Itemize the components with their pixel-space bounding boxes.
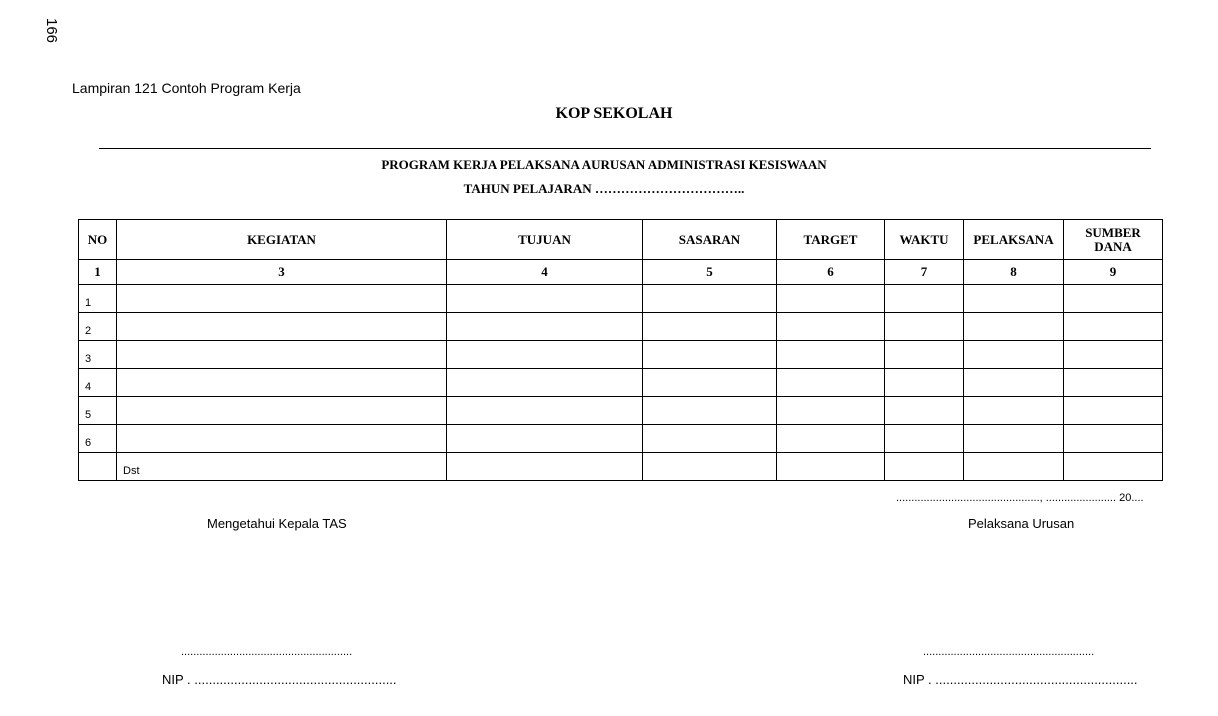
table-cell bbox=[643, 425, 777, 453]
table-cell bbox=[1064, 425, 1163, 453]
table-cell bbox=[885, 425, 964, 453]
column-header: SASARAN bbox=[643, 220, 777, 260]
table-cell bbox=[885, 285, 964, 313]
table-cell bbox=[777, 313, 885, 341]
divider bbox=[99, 148, 1151, 149]
table-cell: 5 bbox=[79, 397, 117, 425]
column-number: 8 bbox=[964, 260, 1064, 285]
table-cell bbox=[447, 397, 643, 425]
table-cell bbox=[885, 453, 964, 481]
table-cell bbox=[117, 425, 447, 453]
appendix-title: Lampiran 121 Contoh Program Kerja bbox=[72, 80, 301, 96]
table-cell bbox=[447, 369, 643, 397]
left-name-line: ........................................................ bbox=[181, 646, 353, 658]
table-cell bbox=[964, 341, 1064, 369]
table-row bbox=[79, 425, 1163, 453]
table-cell: Dst bbox=[117, 453, 447, 481]
table-cell bbox=[1064, 313, 1163, 341]
table-cell: 4 bbox=[79, 369, 117, 397]
table-cell bbox=[117, 285, 447, 313]
table-cell bbox=[643, 453, 777, 481]
column-number: 1 bbox=[79, 260, 117, 285]
column-number: 4 bbox=[447, 260, 643, 285]
column-header: TUJUAN bbox=[447, 220, 643, 260]
table-cell: 3 bbox=[79, 341, 117, 369]
table-cell bbox=[447, 313, 643, 341]
table-cell bbox=[117, 313, 447, 341]
table-cell: 2 bbox=[79, 313, 117, 341]
table-row bbox=[79, 453, 1163, 481]
column-header: KEGIATAN bbox=[117, 220, 447, 260]
table-cell bbox=[1064, 369, 1163, 397]
table-cell bbox=[964, 313, 1064, 341]
right-name-line: ........................................................ bbox=[923, 646, 1095, 658]
table-cell bbox=[777, 397, 885, 425]
table-cell bbox=[643, 397, 777, 425]
table-cell bbox=[885, 369, 964, 397]
right-nip: NIP . ........................................................ bbox=[903, 672, 1138, 687]
column-header: SUMBER DANA bbox=[1064, 220, 1163, 260]
table-cell bbox=[964, 453, 1064, 481]
table-cell bbox=[643, 313, 777, 341]
table-cell bbox=[1064, 341, 1163, 369]
table-cell bbox=[1064, 397, 1163, 425]
table-cell bbox=[117, 341, 447, 369]
table-cell bbox=[964, 425, 1064, 453]
table-cell bbox=[964, 285, 1064, 313]
table-cell bbox=[447, 341, 643, 369]
column-number: 7 bbox=[885, 260, 964, 285]
table-cell bbox=[1064, 453, 1163, 481]
table-cell: 6 bbox=[79, 425, 117, 453]
document-title: PROGRAM KERJA PELAKSANA AURUSAN ADMINISTRASI KESISWAAN bbox=[381, 157, 827, 172]
right-signer-role: Pelaksana Urusan bbox=[968, 516, 1075, 531]
column-number: 3 bbox=[117, 260, 447, 285]
table-row bbox=[79, 285, 1163, 313]
table-row bbox=[79, 341, 1163, 369]
table-cell bbox=[117, 369, 447, 397]
table-cell bbox=[447, 425, 643, 453]
document-subtitle: TAHUN PELAJARAN …………………………….. bbox=[463, 181, 745, 196]
table-row bbox=[79, 369, 1163, 397]
table-cell bbox=[643, 341, 777, 369]
table-cell bbox=[964, 397, 1064, 425]
table-cell bbox=[447, 285, 643, 313]
table-cell bbox=[777, 369, 885, 397]
table-cell bbox=[643, 369, 777, 397]
page-number: 166 bbox=[43, 18, 60, 44]
program-table bbox=[78, 219, 1163, 481]
table-cell bbox=[79, 453, 117, 481]
column-number: 6 bbox=[777, 260, 885, 285]
table-cell bbox=[885, 313, 964, 341]
column-header: PELAKSANA bbox=[964, 220, 1064, 260]
table-cell bbox=[117, 397, 447, 425]
table-cell bbox=[885, 341, 964, 369]
date-line: ..............................................., ....................... 20.... bbox=[896, 492, 1144, 504]
left-nip: NIP . ........................................................ bbox=[162, 672, 397, 687]
table-cell: 1 bbox=[79, 285, 117, 313]
column-header: WAKTU bbox=[885, 220, 964, 260]
table-cell bbox=[447, 453, 643, 481]
column-number: 9 bbox=[1064, 260, 1163, 285]
table-cell bbox=[777, 285, 885, 313]
table-row bbox=[79, 313, 1163, 341]
table-cell bbox=[777, 453, 885, 481]
column-header: TARGET bbox=[777, 220, 885, 260]
letterhead: KOP SEKOLAH bbox=[555, 105, 673, 122]
table-cell bbox=[777, 425, 885, 453]
left-signer-role: Mengetahui Kepala TAS bbox=[207, 516, 347, 531]
table-row bbox=[79, 397, 1163, 425]
column-number: 5 bbox=[643, 260, 777, 285]
table-cell bbox=[1064, 285, 1163, 313]
table-cell bbox=[964, 369, 1064, 397]
column-header: NO bbox=[79, 220, 117, 260]
table-cell bbox=[777, 341, 885, 369]
table-cell bbox=[643, 285, 777, 313]
table-cell bbox=[885, 397, 964, 425]
